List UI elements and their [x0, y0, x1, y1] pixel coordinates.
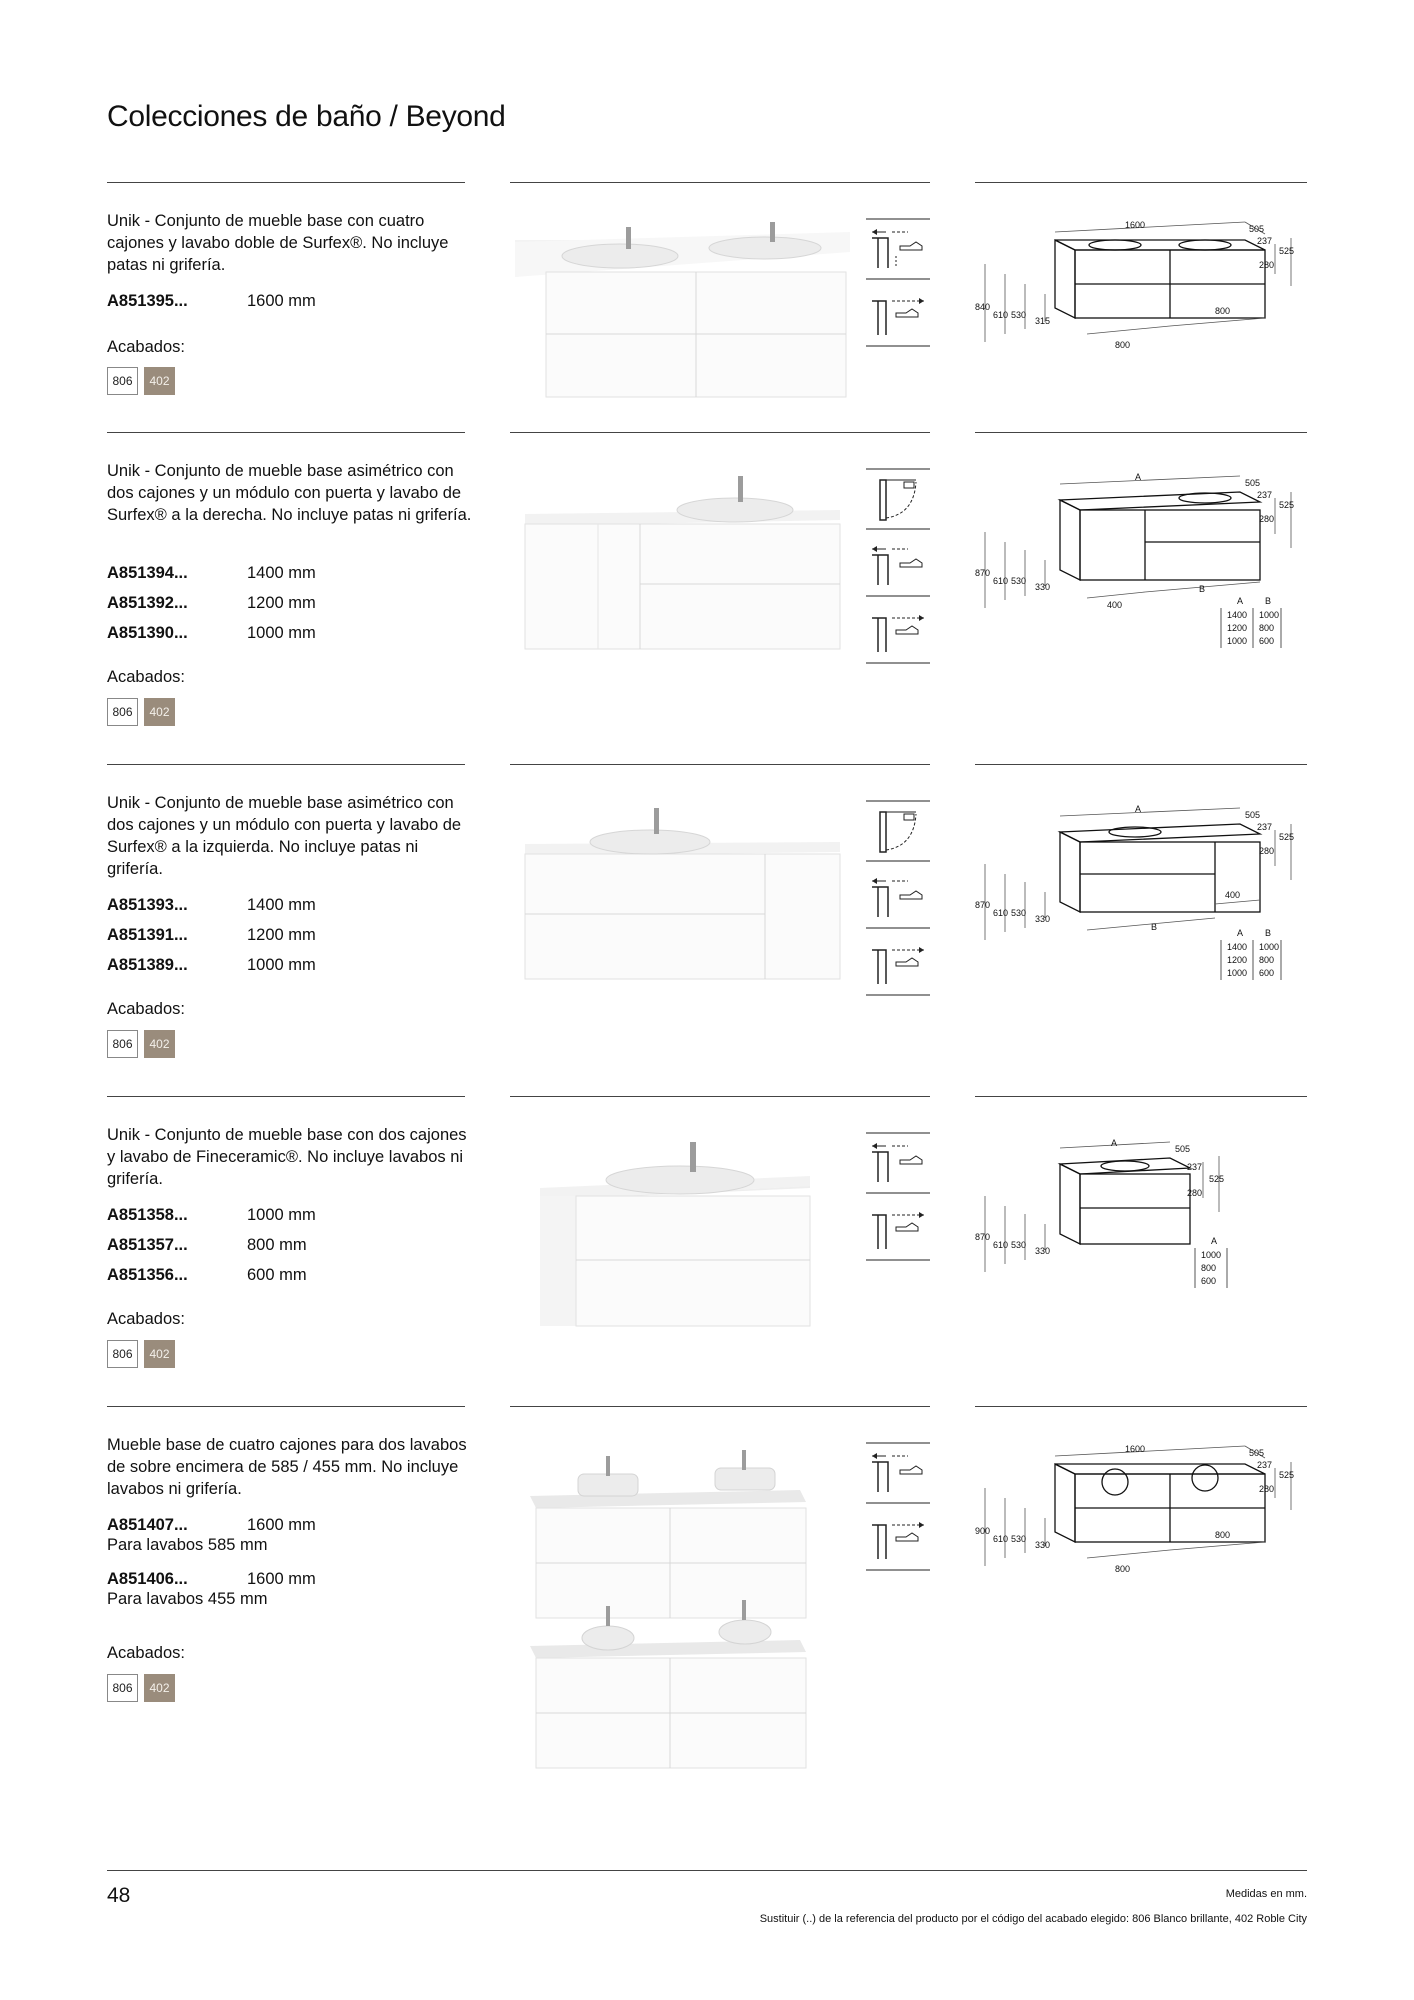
finish-swatch-white: 806 [107, 1030, 138, 1058]
door-swing-icon [866, 800, 930, 862]
reference-row [107, 1266, 407, 1296]
finish-swatches [107, 367, 175, 395]
table-cell: 1400 [1227, 942, 1248, 952]
finish-label: Acabados: [107, 338, 185, 356]
dim-d3: 280 [1259, 514, 1275, 524]
table-cell: 800 [1259, 623, 1275, 633]
dim-height: 870 [975, 568, 991, 578]
reference-list [107, 564, 407, 654]
dim-d2: 525 [1279, 500, 1295, 510]
reference-code: A851395... [107, 292, 188, 310]
finish-swatches [107, 1674, 175, 1702]
dim-h1: 610 [993, 1240, 1009, 1250]
reference-row [107, 1236, 407, 1266]
reference-code: A851390... [107, 624, 188, 642]
reference-code: A851391... [107, 926, 188, 944]
section-rule [510, 432, 930, 433]
finish-swatches [107, 1340, 175, 1368]
section-rule [107, 1406, 465, 1407]
table-cell: 600 [1201, 1276, 1217, 1286]
dim-m1: B [1151, 922, 1158, 932]
section-rule [510, 764, 930, 765]
table-cell: 1000 [1201, 1250, 1222, 1260]
reference-code: A851358... [107, 1206, 188, 1224]
dim-m2: 800 [1215, 1530, 1231, 1540]
dim-height: 900 [975, 1526, 991, 1536]
installation-icons [866, 1132, 930, 1266]
dim-h1: 610 [993, 310, 1009, 320]
dim-h2: 530 [1011, 310, 1027, 320]
product-image [510, 1138, 850, 1338]
finish-swatch-white: 806 [107, 1674, 138, 1702]
installation-icons [866, 800, 930, 1001]
product-section-3 [0, 764, 1414, 1096]
reference-list [107, 1516, 407, 1624]
dim-depth: 505 [1249, 224, 1265, 234]
wall-mount-icon [866, 1442, 930, 1504]
dim-d1: 237 [1257, 1460, 1273, 1470]
product-description: Unik - Conjunto de mueble base con dos cajones y lavabo de Fineceramic®. No incluye lavabos ni grifería. [107, 1126, 467, 1188]
table-header: A [1211, 1236, 1218, 1246]
footnote: Sustituir (..) de la referencia del producto por el código del acabado elegido: 806 Blanco brillante, 402 Roble City [759, 1913, 1307, 1925]
dim-m2: 800 [1215, 306, 1231, 316]
section-rule [510, 1406, 930, 1407]
floor-standing-icon [866, 1199, 930, 1261]
section-rule [975, 764, 1307, 765]
finish-swatch-white: 806 [107, 367, 138, 395]
section-rule [975, 182, 1307, 183]
table-header: B [1265, 928, 1272, 938]
reference-code: A851357... [107, 1236, 188, 1254]
footer-rule [107, 1870, 1307, 1871]
product-description: Unik - Conjunto de mueble base asimétrico con dos cajones y un módulo con puerta y lavabo de Surfex® a la izquierda. No incluye patas ni grifería. [107, 794, 462, 878]
dim-width: A [1135, 804, 1142, 814]
table-cell: 800 [1259, 955, 1275, 965]
reference-size: 600 mm [247, 1266, 307, 1284]
units-note: Medidas en mm. [1225, 1888, 1307, 1900]
finish-swatch-oak: 402 [144, 1674, 175, 1702]
product-image [510, 222, 850, 402]
table-cell: 1200 [1227, 623, 1248, 633]
floor-standing-icon [866, 934, 930, 996]
dim-d2: 525 [1279, 832, 1295, 842]
wall-mount-icon [866, 1132, 930, 1194]
finish-label: Acabados: [107, 1644, 185, 1662]
reference-row [107, 1206, 407, 1236]
dim-height: 840 [975, 302, 991, 312]
dim-h1: 610 [993, 576, 1009, 586]
reference-size: 1400 mm [247, 896, 316, 914]
finish-swatches [107, 698, 175, 726]
floor-standing-icon [866, 1509, 930, 1571]
dim-h3: 315 [1035, 316, 1051, 326]
dim-d3: 280 [1259, 846, 1275, 856]
reference-code: A851394... [107, 564, 188, 582]
table-cell: 1200 [1227, 955, 1248, 965]
dim-d2: 525 [1209, 1174, 1225, 1184]
wall-mount-icon [866, 535, 930, 597]
technical-drawing [975, 1438, 1307, 1588]
finish-swatch-oak: 402 [144, 1030, 175, 1058]
finish-swatch-oak: 402 [144, 1340, 175, 1368]
table-cell: 1000 [1227, 968, 1248, 978]
size-table [1221, 596, 1281, 648]
dim-m1: 800 [1115, 1564, 1131, 1574]
product-section-2 [0, 432, 1414, 764]
dim-height: 870 [975, 900, 991, 910]
dim-m1: 800 [1115, 340, 1131, 350]
reference-note: Para lavabos 585 mm [107, 1536, 268, 1554]
wall-mount-icon [866, 218, 930, 280]
dim-d3: 280 [1259, 260, 1275, 270]
dim-d3: 280 [1187, 1188, 1203, 1198]
dim-width: 1600 [1125, 220, 1146, 230]
dim-d1: 237 [1257, 490, 1273, 500]
reference-size: 1600 mm [247, 292, 316, 310]
finish-label: Acabados: [107, 668, 185, 686]
reference-row [107, 624, 407, 654]
dim-h2: 530 [1011, 908, 1027, 918]
dim-d2: 525 [1279, 1470, 1295, 1480]
finish-swatch-oak: 402 [144, 367, 175, 395]
reference-row [107, 292, 407, 322]
reference-size: 1200 mm [247, 594, 316, 612]
section-rule [107, 1096, 465, 1097]
dim-h3: 330 [1035, 1246, 1051, 1256]
dim-width: 1600 [1125, 1444, 1146, 1454]
reference-row [107, 956, 407, 986]
reference-size: 1000 mm [247, 624, 316, 642]
product-description: Unik - Conjunto de mueble base asimétrico con dos cajones y un módulo con puerta y lavabo de Surfex® a la derecha. No incluye patas ni grifería. [107, 462, 472, 524]
dim-depth: 505 [1245, 810, 1261, 820]
installation-icons [866, 1442, 930, 1576]
reference-size: 1600 mm [247, 1516, 316, 1534]
table-cell: 600 [1259, 636, 1275, 646]
page-number: 48 [107, 1884, 131, 1907]
dim-depth: 505 [1249, 1448, 1265, 1458]
table-cell: 1000 [1259, 610, 1280, 620]
table-header: B [1265, 596, 1272, 606]
size-table [1195, 1236, 1227, 1288]
reference-code: A851393... [107, 896, 188, 914]
product-image [510, 806, 850, 986]
dim-d2: 525 [1279, 246, 1295, 256]
table-cell: 600 [1259, 968, 1275, 978]
reference-row [107, 564, 407, 594]
dim-height: 870 [975, 1232, 991, 1242]
finish-label: Acabados: [107, 1310, 185, 1328]
reference-row [107, 1516, 407, 1570]
product-description: Mueble base de cuatro cajones para dos lavabos de sobre encimera de 585 / 455 mm. No incluye lavabos ni grifería. [107, 1436, 467, 1498]
section-rule [975, 432, 1307, 433]
reference-code: A851389... [107, 956, 188, 974]
product-image [510, 474, 850, 654]
dim-d1: 237 [1257, 236, 1273, 246]
technical-drawing [975, 214, 1307, 364]
dim-h1: 610 [993, 908, 1009, 918]
dim-h2: 530 [1011, 576, 1027, 586]
table-cell: 1000 [1227, 636, 1248, 646]
section-rule [975, 1406, 1307, 1407]
section-rule [107, 764, 465, 765]
table-cell: 1400 [1227, 610, 1248, 620]
reference-size: 800 mm [247, 1236, 307, 1254]
product-section-1 [0, 182, 1414, 432]
technical-drawing [975, 1132, 1307, 1312]
technical-drawing [975, 800, 1307, 980]
dim-depth: 505 [1175, 1144, 1191, 1154]
dim-m2: 400 [1225, 890, 1241, 900]
finish-swatch-oak: 402 [144, 698, 175, 726]
installation-icons [866, 218, 930, 352]
installation-icons [866, 468, 930, 669]
wall-mount-icon [866, 867, 930, 929]
dim-h3: 330 [1035, 1540, 1051, 1550]
section-rule [107, 432, 465, 433]
dim-d3: 280 [1259, 1484, 1275, 1494]
product-section-4 [0, 1096, 1414, 1406]
section-rule [107, 182, 465, 183]
page-title: Colecciones de baño / Beyond [107, 100, 506, 133]
table-header: A [1237, 928, 1244, 938]
section-rule [510, 1096, 930, 1097]
table-header: A [1237, 596, 1244, 606]
reference-list [107, 1206, 407, 1296]
dim-depth: 505 [1245, 478, 1261, 488]
dim-width: A [1135, 472, 1142, 482]
finish-swatches [107, 1030, 175, 1058]
floor-standing-icon [866, 285, 930, 347]
dim-m1: 400 [1107, 600, 1123, 610]
dim-h2: 530 [1011, 1240, 1027, 1250]
reference-code: A851407... [107, 1516, 188, 1534]
finish-swatch-white: 806 [107, 698, 138, 726]
section-rule [510, 182, 930, 183]
reference-list [107, 292, 407, 322]
dim-m2: B [1199, 584, 1206, 594]
reference-list [107, 896, 407, 986]
reference-row [107, 896, 407, 926]
dim-h3: 330 [1035, 914, 1051, 924]
reference-row [107, 1570, 407, 1624]
finish-label: Acabados: [107, 1000, 185, 1018]
dim-width: A [1111, 1138, 1118, 1148]
table-cell: 800 [1201, 1263, 1217, 1273]
reference-code: A851392... [107, 594, 188, 612]
table-cell: 1000 [1259, 942, 1280, 952]
floor-standing-icon [866, 602, 930, 664]
reference-row [107, 594, 407, 624]
dim-h2: 530 [1011, 1534, 1027, 1544]
dim-d1: 237 [1257, 822, 1273, 832]
dim-h1: 610 [993, 1534, 1009, 1544]
reference-size: 1000 mm [247, 956, 316, 974]
door-swing-icon [866, 468, 930, 530]
section-rule [975, 1096, 1307, 1097]
reference-size: 1600 mm [247, 1570, 316, 1588]
product-section-5 [0, 1406, 1414, 1786]
reference-size: 1000 mm [247, 1206, 316, 1224]
reference-row [107, 926, 407, 956]
reference-size: 1200 mm [247, 926, 316, 944]
product-description: Unik - Conjunto de mueble base con cuatro cajones y lavabo doble de Surfex®. No incluye patas ni grifería. [107, 212, 449, 274]
reference-code: A851406... [107, 1570, 188, 1588]
dim-d1: 237 [1187, 1162, 1203, 1172]
size-table [1221, 928, 1281, 980]
dim-h3: 330 [1035, 582, 1051, 592]
reference-note: Para lavabos 455 mm [107, 1590, 268, 1608]
finish-swatch-white: 806 [107, 1340, 138, 1368]
reference-code: A851356... [107, 1266, 188, 1284]
reference-size: 1400 mm [247, 564, 316, 582]
technical-drawing [975, 468, 1307, 648]
product-image [510, 1446, 850, 1776]
